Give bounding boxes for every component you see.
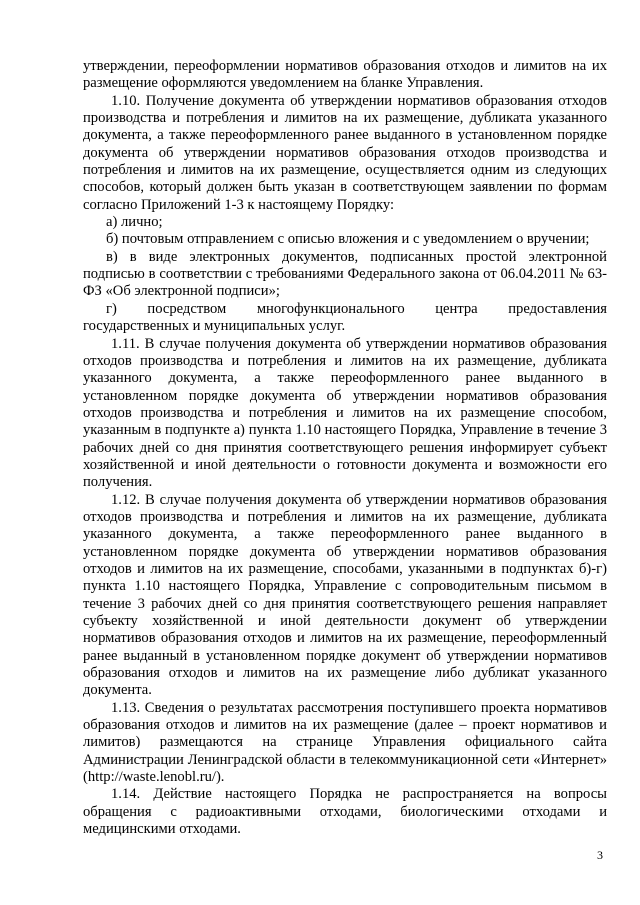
list-item-v: в) в виде электронных документов, подписанных простой электронной подписью в соответствии с требованиями Федерального закона от 06.04.2011 № 63-ФЗ «Об электронной подписи»; [83, 248, 607, 300]
paragraph-continuation: утверждении, переоформлении нормативов образования отходов и лимитов на их размещение оформляются уведомлением на бланке Управления. [83, 58, 607, 92]
paragraph-1-13: 1.13. Сведения о результатах рассмотрения поступившего проекта нормативов образования отходов и лимитов на их размещение (далее – проект нормативов и лимитов) размещаются на странице Управления официального сайта Администрации Ленинградской области в телекоммуникационной сети «Интернет» (http://waste.lenobl.ru/). [83, 699, 607, 786]
paragraph-1-12: 1.12. В случае получения документа об утверждении нормативов образования отходов производства и потребления и лимитов на их размещение, дубликата указанного документа, а также переоформленного ранее выданного в установленном порядке документа об утверждении нормативов образования отходов и лимитов на их размещение, способами, указанными в подпунктах б)-г) пункта 1.10 настоящего Порядка, Управление с сопроводительным письмом в течение 3 рабочих дней со дня принятия соответствующего решения направляет субъекту хозяйственной и иной деятельности документ об утверждении нормативов образования отходов и лимитов на их размещение, переоформленный ранее выданный в установленном порядке документ об утверждении нормативов образования отходов и лимитов на их размещение либо дубликат указанного документа. [83, 491, 607, 699]
list-item-b: б) почтовым отправлением с описью вложения и с уведомлением о вручении; [106, 231, 590, 248]
page-number: 3 [597, 848, 603, 862]
document-body [83, 58, 607, 838]
list-item-a: а) лично; [106, 214, 163, 231]
paragraph-1-10: 1.10. Получение документа об утверждении нормативов образования отходов производства и потребления и лимитов на их размещение, дубликата указанного документа, а также переоформленного ранее выданного в установленном порядке документа об утверждении нормативов образования отходов производства и потребления и лимитов на их размещение, осуществляется одним из следующих способов, который должен быть указан в соответствующем заявлении по формам согласно Приложений 1-3 к настоящему Порядку: [83, 92, 607, 213]
paragraph-1-11: 1.11. В случае получения документа об утверждении нормативов образования отходов производства и потребления и лимитов на их размещение, дубликата указанного документа, а также переоформленного ранее выданного в установленном порядке документа об утверждении нормативов образования отходов производства и потребления и лимитов на их размещение способом, указанным в подпункте а) пункта 1.10 настоящего Порядка, Управление в течение 3 рабочих дней со дня принятия соответствующего решения информирует субъект хозяйственной и иной деятельности о готовности документа и возможности его получения. [83, 335, 607, 491]
paragraph-1-14: 1.14. Действие настоящего Порядка не распространяется на вопросы обращения с радиоактивными отходами, биологическими отходами и медицинскими отходами. [83, 786, 607, 838]
list-item-g: г) посредством многофункционального центра предоставления государственных и муниципальных услуг. [83, 300, 607, 335]
